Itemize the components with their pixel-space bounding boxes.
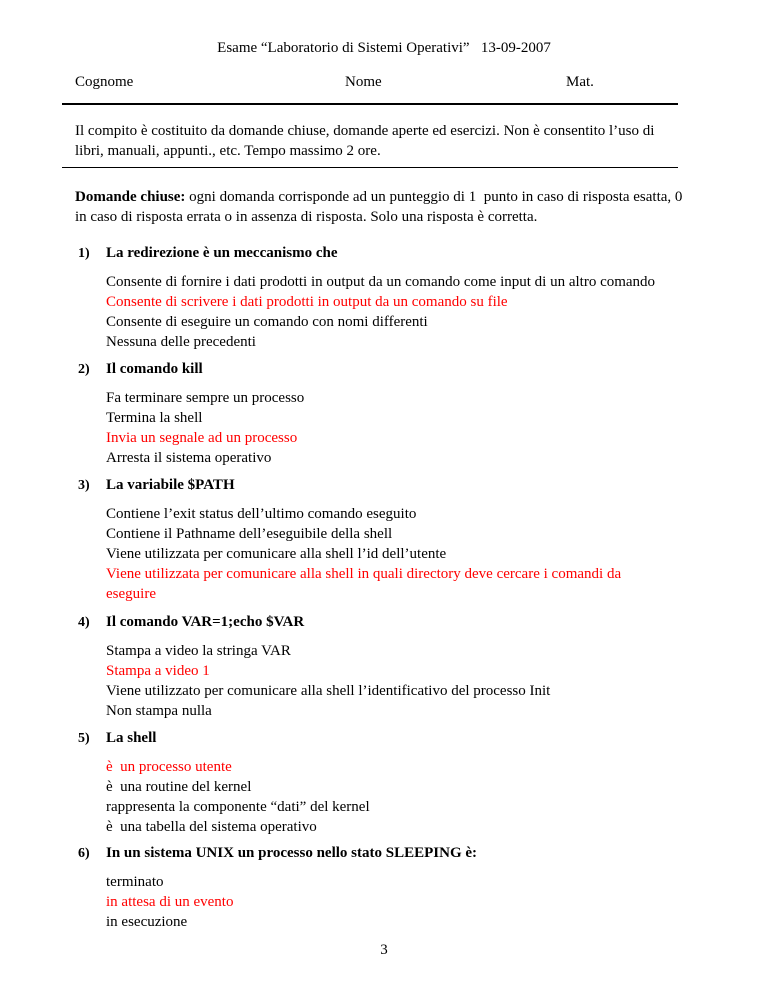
field-cognome: Cognome — [75, 74, 134, 90]
question-text: La redirezione è un meccanismo che — [106, 245, 338, 261]
question-text: Il comando VAR=1;echo $VAR — [106, 614, 305, 630]
answer-option: in esecuzione — [106, 914, 188, 930]
field-mat: Mat. — [566, 74, 594, 90]
answer-option: Fa terminare sempre un processo — [106, 390, 305, 406]
intro-rule — [62, 167, 678, 168]
question-text: La variabile $PATH — [106, 477, 235, 493]
answer-option: Viene utilizzata per comunicare alla shell l’id dell’utente — [106, 546, 447, 562]
answer-option: Consente di eseguire un comando con nomi differenti — [106, 314, 428, 330]
answer-option: Stampa a video la stringa VAR — [106, 643, 291, 659]
answer-option: Termina la shell — [106, 410, 203, 426]
header-rule — [62, 103, 678, 105]
answer-option-correct: Consente di scrivere i dati prodotti in output da un comando su file — [106, 294, 508, 310]
answer-option-correct: Viene utilizzata per comunicare alla shell in quali directory deve cercare i comandi da eseguire — [106, 566, 622, 602]
answer-option: Nessuna delle precedenti — [106, 334, 256, 350]
answer-option-correct: è un processo utente — [106, 759, 232, 775]
question-5 — [78, 728, 678, 837]
intro-text: Il compito è costituito da domande chiuse, domande aperte ed esercizi. Non è consentito l’uso di libri, manuali, appunti., etc. Tempo massimo 2 ore. — [75, 123, 655, 159]
question-number: 4) — [78, 615, 90, 630]
answer-option: Contiene il Pathname dell’eseguibile della shell — [106, 526, 393, 542]
field-nome: Nome — [345, 74, 382, 90]
question-number: 5) — [78, 731, 90, 746]
answer-option-correct: Stampa a video 1 — [106, 663, 210, 679]
answer-option: Arresta il sistema operativo — [106, 450, 272, 466]
question-text: Il comando kill — [106, 361, 203, 377]
closed-questions-lead — [75, 187, 690, 227]
question-6 — [78, 843, 678, 932]
question-text: La shell — [106, 730, 157, 746]
answer-option: Viene utilizzato per comunicare alla shell l’identificativo del processo Init — [106, 683, 551, 699]
question-number: 1) — [78, 246, 90, 261]
answer-option: è una routine del kernel — [106, 779, 252, 795]
exam-title: Esame “Laboratorio di Sistemi Operativi” 13-09-2007 — [217, 40, 551, 56]
question-number: 2) — [78, 362, 90, 377]
answer-option-correct: in attesa di un evento — [106, 894, 234, 910]
closed-questions-label: Domande chiuse: — [75, 189, 186, 205]
closed-questions-text: ogni domanda corrisponde ad un punteggio di 1 punto in caso di risposta esatta, 0 in caso di risposta errata o in assenza di risposta. Solo una risposta è corretta. — [75, 189, 690, 225]
answer-option: Consente di fornire i dati prodotti in output da un comando come input di un altro comando — [106, 274, 656, 290]
answer-option: rappresenta la componente “dati” del kernel — [106, 799, 370, 815]
question-number: 3) — [78, 478, 90, 493]
question-3 — [78, 475, 678, 604]
question-text: In un sistema UNIX un processo nello stato SLEEPING è: — [106, 845, 478, 861]
question-4 — [78, 612, 678, 721]
answer-option: Non stampa nulla — [106, 703, 212, 719]
question-1 — [78, 243, 678, 352]
answer-option: è una tabella del sistema operativo — [106, 819, 317, 835]
question-number: 6) — [78, 846, 90, 861]
question-2 — [78, 359, 678, 468]
page-number: 3 — [380, 942, 388, 958]
answer-option: Contiene l’exit status dell’ultimo comando eseguito — [106, 506, 417, 522]
answer-option: terminato — [106, 874, 164, 890]
answer-option-correct: Invia un segnale ad un processo — [106, 430, 298, 446]
